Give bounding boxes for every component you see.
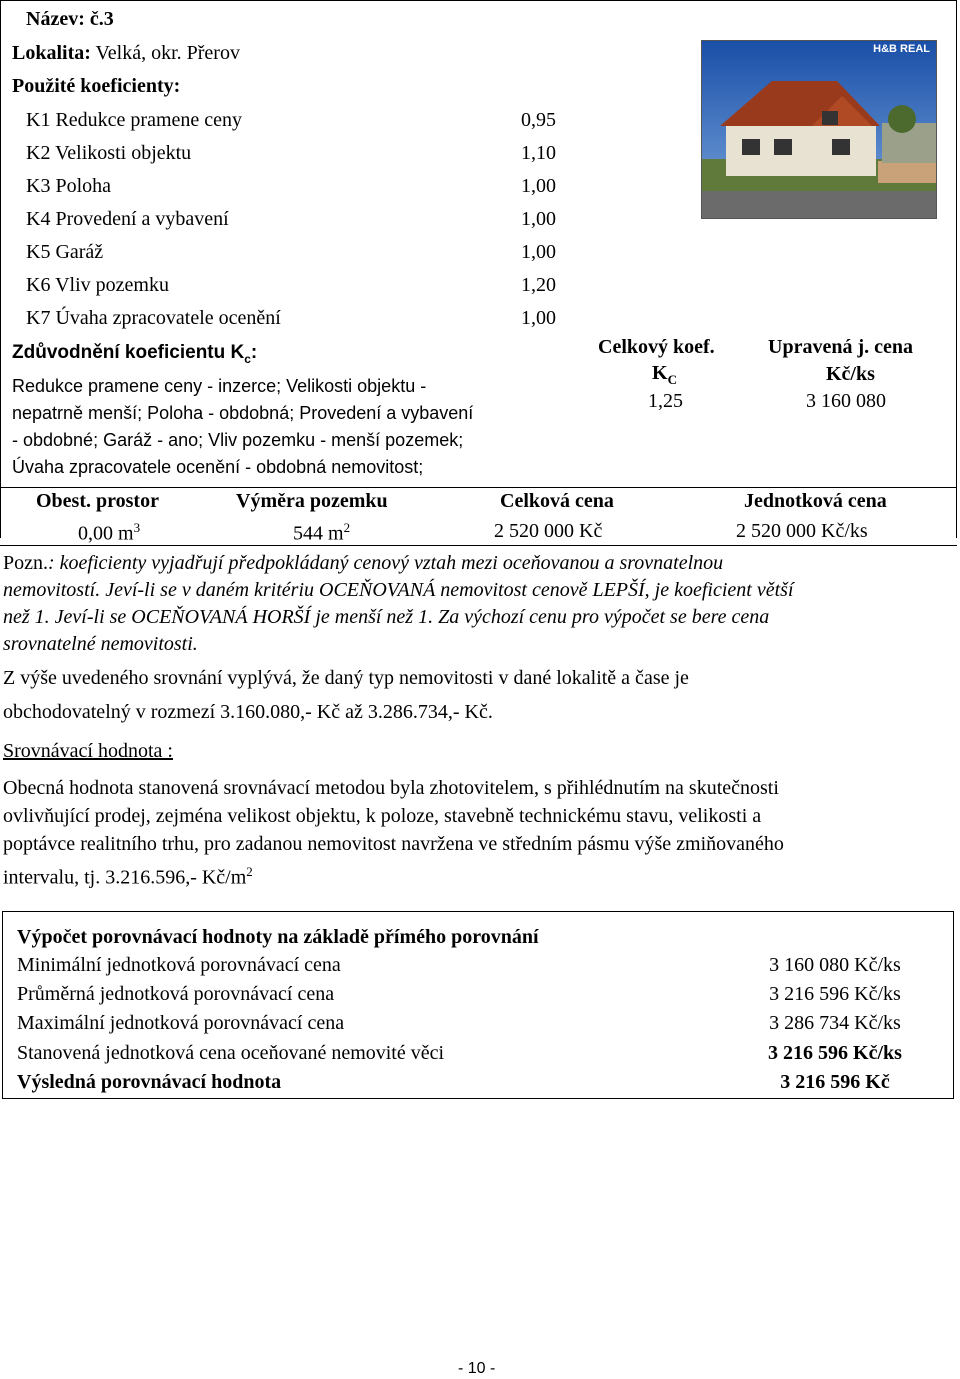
calc-row-result <box>17 1067 917 1097</box>
window <box>774 139 792 155</box>
justification-colon: : <box>250 342 258 363</box>
calc-value: 3 160 080 Kč/ks <box>769 954 901 976</box>
calc-row-min <box>17 950 917 980</box>
conclusion-line-2: obchodovatelný v rozmezí 3.160.080,- Kč až 3.286.734,- Kč. <box>3 701 493 723</box>
calc-row-avg <box>17 979 917 1009</box>
calc-value: 3 216 596 Kč/ks <box>769 983 901 1005</box>
note-line-4: srovnatelné nemovitosti. <box>3 633 198 655</box>
total-coef-symbol <box>652 362 677 388</box>
calc-value: 3 216 596 Kč/ks <box>768 1042 902 1064</box>
coefficient-row <box>26 302 556 334</box>
calc-result-value: 3 216 596 Kč <box>780 1071 890 1093</box>
obest-sup: 3 <box>133 520 141 535</box>
note-line-2: nemovitostí. Jeví-li se v daném kritériu OCEŇOVANÁ nemovitost cenově LEPŠÍ, je koeficient větší <box>3 579 794 601</box>
coefficient-label: K1 Redukce pramene ceny <box>26 109 243 131</box>
calculation-box <box>2 911 954 1099</box>
note-line-1: : koeficienty vyjadřují předpokládaný cenový vztah mezi oceňovanou a srovnatelnou <box>48 552 724 574</box>
justification-line: Redukce pramene ceny - inzerce; Velikosti objektu - <box>12 376 427 396</box>
locality-value: Velká, okr. Přerov <box>95 42 240 64</box>
window <box>832 139 850 155</box>
justification-line: - obdobné; Garáž - ano; Vliv pozemku - menší pozemek; <box>12 430 464 450</box>
coefficient-value: 0,95 <box>521 109 556 131</box>
total-coef-symbol-sub: C <box>667 372 677 387</box>
note-line-3: než 1. Jeví-li se OCEŇOVANÁ HORŠÍ je menší než 1. Za výchozí cenu pro výpočet se bere cena <box>3 606 770 628</box>
locality-line <box>12 42 240 65</box>
calc-title: Výpočet porovnávací hodnoty na základě přímého porovnání <box>17 926 539 948</box>
page-number: - 10 - <box>458 1360 496 1377</box>
window <box>742 139 760 155</box>
justification-sub: c <box>244 351 251 366</box>
vymera-value <box>293 520 350 546</box>
vymera-sup: 2 <box>343 520 351 535</box>
justification-line: nepatrně menší; Poloha - obdobná; Provedení a vybavení <box>12 403 474 423</box>
property-name: Název: č.3 <box>26 8 114 30</box>
tree <box>888 105 916 133</box>
adjusted-price-value: 3 160 080 <box>806 390 886 412</box>
obest-value <box>78 520 140 546</box>
comparative-last-text: intervalu, tj. 3.216.596,- Kč/m <box>3 866 247 889</box>
locality-label: Lokalita: <box>12 42 91 64</box>
coefficient-label: K5 Garáž <box>26 241 104 263</box>
coefficient-value: 1,00 <box>521 175 556 197</box>
note <box>3 550 957 658</box>
road <box>702 191 936 218</box>
conclusion-line-1: Z výše uvedeného srovnání vyplývá, že daný typ nemovitosti v dané lokalitě a čase je <box>3 667 689 689</box>
comparative-line: Obecná hodnota stanovená srovnávací metodou byla zhotovitelem, s přihlédnutím na skutečnosti <box>3 777 779 799</box>
calc-row-max <box>17 1008 917 1038</box>
total-coef-header: Celkový koef. <box>598 336 715 358</box>
table-bottom-border <box>0 545 957 546</box>
calc-label: Minimální jednotková porovnávací cena <box>17 954 341 976</box>
gable-window <box>822 111 838 125</box>
justification-line: Úvaha zpracovatele ocenění - obdobná nemovitost; <box>12 457 424 477</box>
comparative-line: poptávce realitního trhu, pro zadanou nemovitost navržena ve středním pásmu výše zmiňovaného <box>3 833 784 855</box>
adjusted-price-unit: Kč/ks <box>826 363 875 385</box>
photo-watermark: H&B REAL <box>873 43 930 55</box>
justification-heading <box>12 342 257 366</box>
justification-text <box>12 373 473 481</box>
coefficient-value: 1,00 <box>521 241 556 263</box>
coefficient-row <box>26 203 556 235</box>
coefficients-heading: Použité koeficienty: <box>12 75 181 97</box>
adjusted-price-header: Upravená j. cena <box>768 336 913 358</box>
jednotkova-value: 2 520 000 Kč/ks <box>736 520 868 542</box>
coefficient-row <box>26 236 556 268</box>
note-line <box>3 550 957 577</box>
justification-title: Zdůvodnění koeficientu K <box>12 342 245 363</box>
note-prefix: Pozn. <box>3 552 48 574</box>
col-header-celkova: Celková cena <box>500 490 614 512</box>
fence <box>878 161 936 183</box>
col-header-obest: Obest. prostor <box>36 490 159 512</box>
comparative-last-line <box>3 858 784 892</box>
coefficient-row <box>26 269 556 301</box>
col-header-jednotkova: Jednotková cena <box>744 490 887 512</box>
coefficient-value: 1,00 <box>521 307 556 329</box>
calc-label: Průměrná jednotková porovnávací cena <box>17 983 335 1005</box>
calc-label: Maximální jednotková porovnávací cena <box>17 1012 345 1034</box>
coefficient-value: 1,10 <box>521 142 556 164</box>
calc-row-set <box>17 1038 917 1068</box>
comparative-last-sup: 2 <box>246 864 253 879</box>
calc-value: 3 286 734 Kč/ks <box>769 1012 901 1034</box>
house-photo-illustration <box>702 41 936 218</box>
coefficient-row <box>26 104 556 136</box>
total-coef-value: 1,25 <box>648 390 683 412</box>
coefficient-label: K6 Vliv pozemku <box>26 274 169 296</box>
coefficient-value: 1,20 <box>521 274 556 296</box>
coefficient-value: 1,00 <box>521 208 556 230</box>
obest-number: 0,00 m <box>78 522 134 545</box>
coefficient-label: K2 Velikosti objektu <box>26 142 192 164</box>
comparative-value-text <box>3 774 784 892</box>
property-photo <box>701 40 937 219</box>
coefficient-label: K4 Provedení a vybavení <box>26 208 229 230</box>
calc-label: Stanovená jednotková cena oceňované nemovité věci <box>17 1042 445 1064</box>
calc-result-label: Výsledná porovnávací hodnota <box>17 1071 282 1093</box>
total-coef-symbol-k: K <box>652 362 668 384</box>
table-top-border <box>0 487 957 488</box>
col-header-vymera: Výměra pozemku <box>236 490 388 512</box>
coefficient-label: K7 Úvaha zpracovatele ocenění <box>26 307 281 329</box>
comparative-value-heading: Srovnávací hodnota : <box>3 740 173 762</box>
coefficient-label: K3 Poloha <box>26 175 111 197</box>
vymera-number: 544 m <box>293 522 344 545</box>
comparative-line: ovlivňující prodej, zejména velikost objektu, k poloze, stavebně technickému stavu, velikosti a <box>3 805 762 827</box>
coefficient-row <box>26 170 556 202</box>
coefficient-row <box>26 137 556 169</box>
celkova-value: 2 520 000 Kč <box>494 520 603 542</box>
